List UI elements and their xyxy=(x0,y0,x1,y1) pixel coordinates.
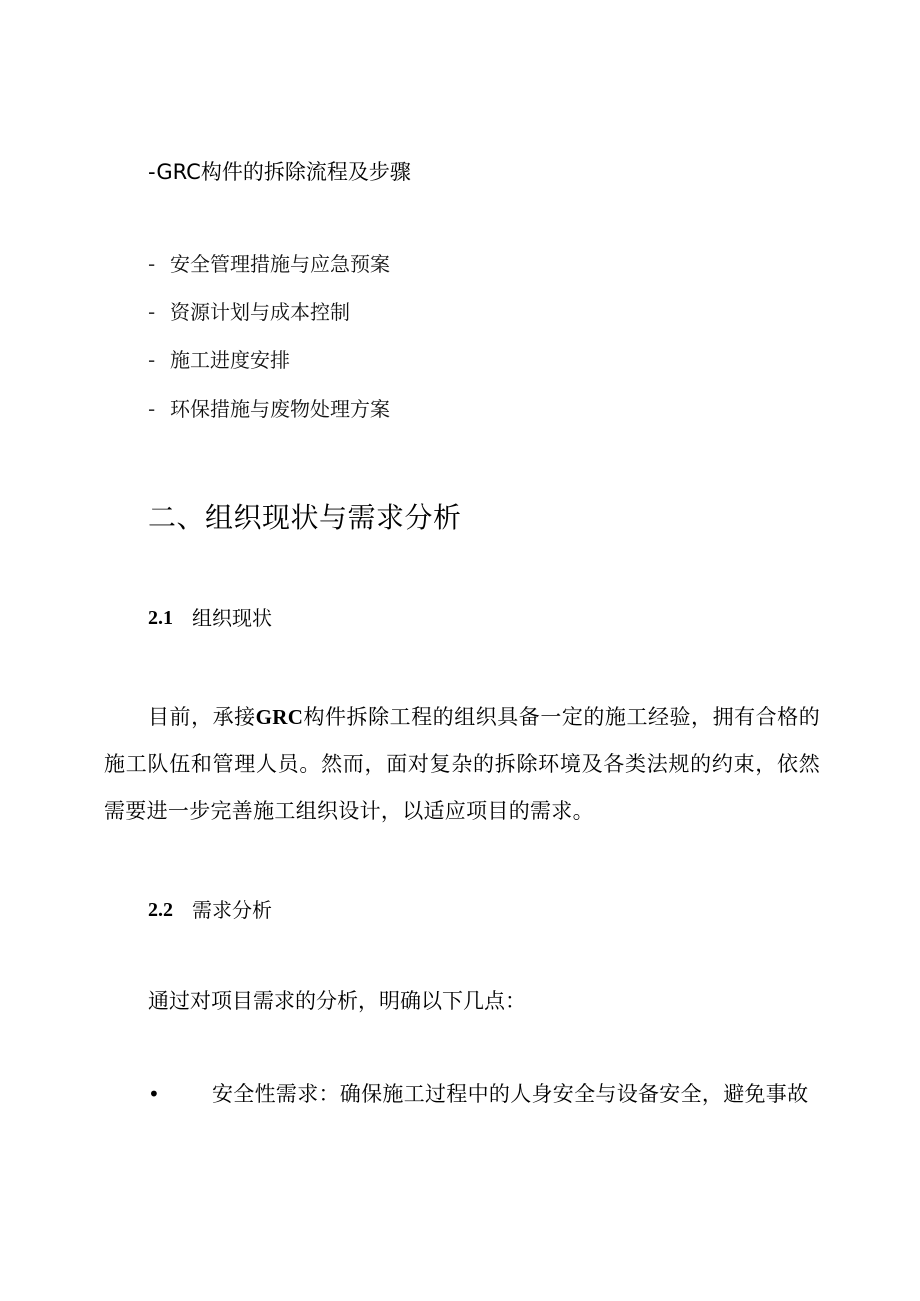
paragraph-highlight: GRC xyxy=(255,705,304,729)
dash-marker: - xyxy=(148,252,156,276)
status-paragraph xyxy=(104,694,820,835)
sub-list-item: 环保措施与废物处理方案 xyxy=(170,397,390,421)
section-title: 组织现状 xyxy=(192,606,272,630)
bullet-marker: • xyxy=(148,1082,160,1106)
sub-list-item: 施工进度安排 xyxy=(170,348,290,372)
section-number: 2.2 xyxy=(148,899,173,921)
paragraph-body: 构件拆除工程的组织具备一定的施工经验，拥有合格的施工队伍和管理人员。然而，面对复杂的拆除环境及各类法规的约束，依然需要进一步完善施工组织设计，以适应项目的需求。 xyxy=(104,705,821,823)
needs-intro: 通过对项目需求的分析，明确以下几点： xyxy=(148,989,526,1013)
paragraph-lead: 目前，承接 xyxy=(148,705,256,729)
dash-marker: - xyxy=(148,397,156,421)
intro-list-item: -GRC构件的拆除流程及步骤 xyxy=(148,160,411,184)
sub-list-item: 安全管理措施与应急预案 xyxy=(170,252,390,276)
sub-list-item: 资源计划与成本控制 xyxy=(170,300,350,324)
section-heading: 二、组织现状与需求分析 xyxy=(148,501,462,534)
section-title: 需求分析 xyxy=(192,898,272,922)
section-number: 2.1 xyxy=(148,607,173,629)
dash-marker: - xyxy=(148,348,156,372)
dash-marker: - xyxy=(148,300,156,324)
bullet-item: 安全性需求：确保施工过程中的人身安全与设备安全，避免事故 xyxy=(212,1082,809,1106)
